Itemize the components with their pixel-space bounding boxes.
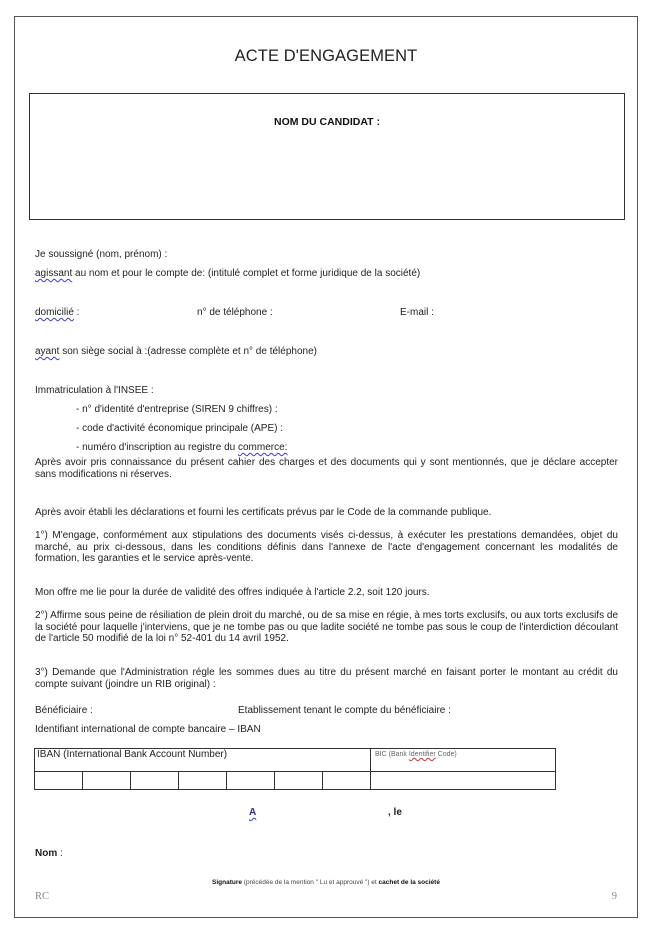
iban-header: IBAN (International Bank Account Number) [35,749,371,772]
grammar-flagged-word[interactable]: agissant [35,268,73,279]
domicilie-text: : [73,307,80,318]
grammar-flagged-word[interactable]: commerce: [238,442,288,453]
etablissement-label: Etablissement tenant le compte du bénéficiaire : [238,705,451,716]
email-label: E-mail : [400,307,434,318]
document-title: ACTE D'ENGAGEMENT [234,47,418,65]
insee-heading: Immatriculation à l'INSEE : [35,385,154,396]
iban-input-cell[interactable] [83,772,131,790]
paragraph-affirme: 2°) Affirme sous peine de résiliation de plein droit du marché, ou de sa mise en régie, à mes torts exclusifs, ou aux torts exclusifs de la société pour laquelle j'interviens, que je ne tombe pas ou que ladite société ne tombe pas sous le coup de l'interdiction découlant de l'article 50 modifié de la loi n° 52-401 du 14 avril 1952. [35,610,618,644]
insee-item-ape: - code d'activité économique principale (APE) : [76,423,284,434]
agissant-line [35,268,420,280]
siege-social-text: son siège social à :(adresse complète et n° de téléphone) [59,346,317,357]
soussigne-text: Je soussigné (nom, prénom) : [35,249,168,260]
iban-input-cell[interactable] [227,772,275,790]
siege-social-line [35,346,317,358]
spelling-flagged-word[interactable]: Identifier [408,751,436,758]
iban-label: Identifiant international de compte bancaire – IBAN [35,724,261,735]
signature-mention: (précédée de la mention " Lu et approuvé ") et [242,879,379,886]
bic-header-text-end: Code) [435,751,457,758]
bic-header [371,749,556,772]
paragraph-demande: 3°) Demande que l'Administration régle les sommes dues au titre du présent marché en faisant porter le montant au crédit du compte suivant (joindre un RIB original) : [35,667,618,690]
nom-colon: : [57,848,63,859]
candidate-name-box[interactable] [29,93,625,220]
page-number: 9 [611,891,617,902]
nom-label [35,848,63,860]
nom-text: Nom [35,848,58,859]
footer-left: RC [35,891,50,902]
date-field: , le [388,807,402,818]
iban-input-cell[interactable] [131,772,179,790]
domicilie-line [35,307,79,319]
agissant-text: au nom et pour le compte de: (intitulé complet et forme juridique de la société) [72,268,421,279]
iban-input-cell[interactable] [275,772,323,790]
iban-input-cell[interactable] [179,772,227,790]
paragraph-connaissance: Après avoir pris connaissance du présent cahier des charges et des documents qui y sont mentionnés, que je déclare accepter sans modifications ni réserves. [35,457,618,480]
place-field [249,807,256,819]
grammar-flagged-word[interactable]: A [249,807,257,818]
soussigne-line [35,249,167,261]
grammar-flagged-word[interactable]: domicilié [35,307,74,318]
insee-item-siren: - n° d'identité d'entreprise (SIREN 9 chiffres) : [76,404,278,415]
document-page [14,16,638,918]
paragraph-offre: Mon offre me lie pour la durée de validité des offres indiquée à l'article 2.2, soit 120 jours. [35,587,430,598]
cachet-bold: cachet de la société [378,879,440,886]
iban-input-cell[interactable] [323,772,371,790]
grammar-flagged-word[interactable]: ayant [35,346,60,357]
signature-bold: Signature [212,879,243,886]
insee-item-rc [76,442,287,454]
insee-item-rc-text: - numéro d'inscription au registre du [76,442,238,453]
signature-instruction [15,879,637,886]
candidate-name-label: NOM DU CANDIDAT : [274,116,380,128]
iban-table [34,748,556,790]
paragraph-engagement: 1°) M'engage, conformément aux stipulations des documents visés ci-dessus, à exécuter les prestations demandées, objet du marché, au prix ci-dessous, dans les conditions définis dans l'annexe de l'acte d'engagement concernant les modalités de formation, les garanties et le service après-vente. [35,530,618,564]
iban-input-cell[interactable] [35,772,83,790]
beneficiaire-label: Bénéficiaire : [35,705,93,716]
bic-header-text: BIC (Bank [375,751,409,758]
bic-input-cell[interactable] [371,772,556,790]
paragraph-declarations: Après avoir établi les déclarations et fourni les certificats prévus par le Code de la commande publique. [35,507,492,518]
telephone-label: n° de téléphone : [197,307,273,318]
